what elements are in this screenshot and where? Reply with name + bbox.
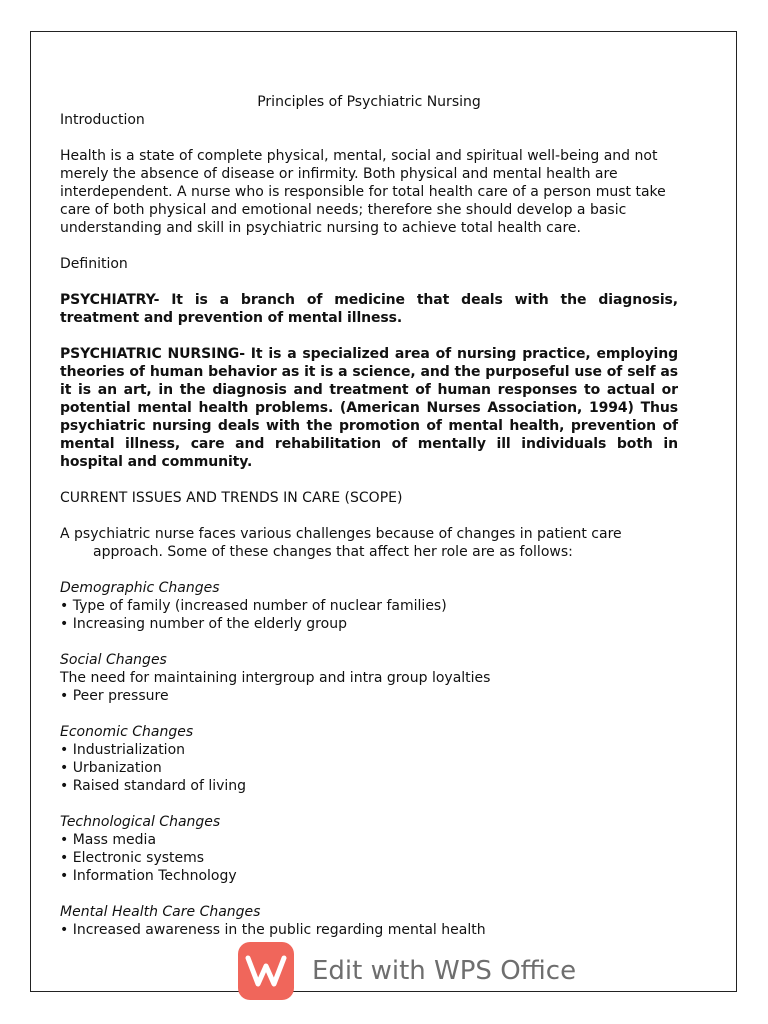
document-title: Principles of Psychiatric Nursing [257, 94, 481, 110]
wps-edit-label[interactable]: Edit with WPS Office [312, 956, 577, 986]
intro-line: interdependent. A nurse who is responsible for total health care of a person must take [60, 184, 666, 200]
list-item: • Type of family (increased number of nuclear families) [60, 597, 678, 615]
document-content [60, 93, 678, 939]
social-changes-title: Social Changes [60, 652, 167, 668]
scope-intro-line: approach. Some of these changes that affect her role are as follows: [93, 544, 573, 560]
list-item: • Increasing number of the elderly group [60, 615, 678, 633]
list-item: • Raised standard of living [60, 777, 678, 795]
technological-changes-title: Technological Changes [60, 814, 221, 830]
wps-logo-icon [238, 942, 294, 1000]
economic-changes-title: Economic Changes [60, 724, 194, 740]
psychiatric-nursing-definition: PSYCHIATRIC NURSING- It is a specialized area of nursing practice, employing theories of human behavior as it is a science, and the purposeful use of self as it is an art, in the diagnosis and treatment of human responses to actual or potential mental health problems. (American Nurses Association, 1994) Thus psychiatric nursing deals with the promotion of mental health, prevention of mental illness, care and rehabilitation of mentally ill individuals both in hospital and community. [60, 346, 678, 470]
scope-heading: CURRENT ISSUES AND TRENDS IN CARE (SCOPE) [60, 490, 403, 506]
psychiatry-definition: PSYCHIATRY- It is a branch of medicine that deals with the diagnosis, treatment and prevention of mental illness. [60, 292, 678, 326]
intro-paragraph [60, 147, 678, 237]
intro-line: care of both physical and emotional needs; therefore she should develop a basic [60, 202, 627, 218]
list-item: • Mass media [60, 831, 678, 849]
list-item: • Increased awareness in the public regarding mental health [60, 921, 678, 939]
mental-health-changes-title: Mental Health Care Changes [60, 904, 261, 920]
intro-heading: Introduction [60, 112, 145, 128]
list-item: • Electronic systems [60, 849, 678, 867]
intro-line: understanding and skill in psychiatric nursing to achieve total health care. [60, 220, 581, 236]
intro-line: Health is a state of complete physical, mental, social and spiritual well-being and not [60, 148, 658, 164]
wps-edit-banner[interactable] [238, 942, 576, 1000]
scope-intro-line: A psychiatric nurse faces various challenges because of changes in patient care [60, 526, 622, 542]
list-item: • Information Technology [60, 867, 678, 885]
demographic-changes-title: Demographic Changes [60, 580, 220, 596]
list-item: • Peer pressure [60, 687, 678, 705]
list-item: • Urbanization [60, 759, 678, 777]
definition-heading: Definition [60, 256, 128, 272]
list-item: • Industrialization [60, 741, 678, 759]
intro-line: merely the absence of disease or infirmity. Both physical and mental health are [60, 166, 618, 182]
social-changes-text: The need for maintaining intergroup and intra group loyalties [60, 670, 491, 686]
